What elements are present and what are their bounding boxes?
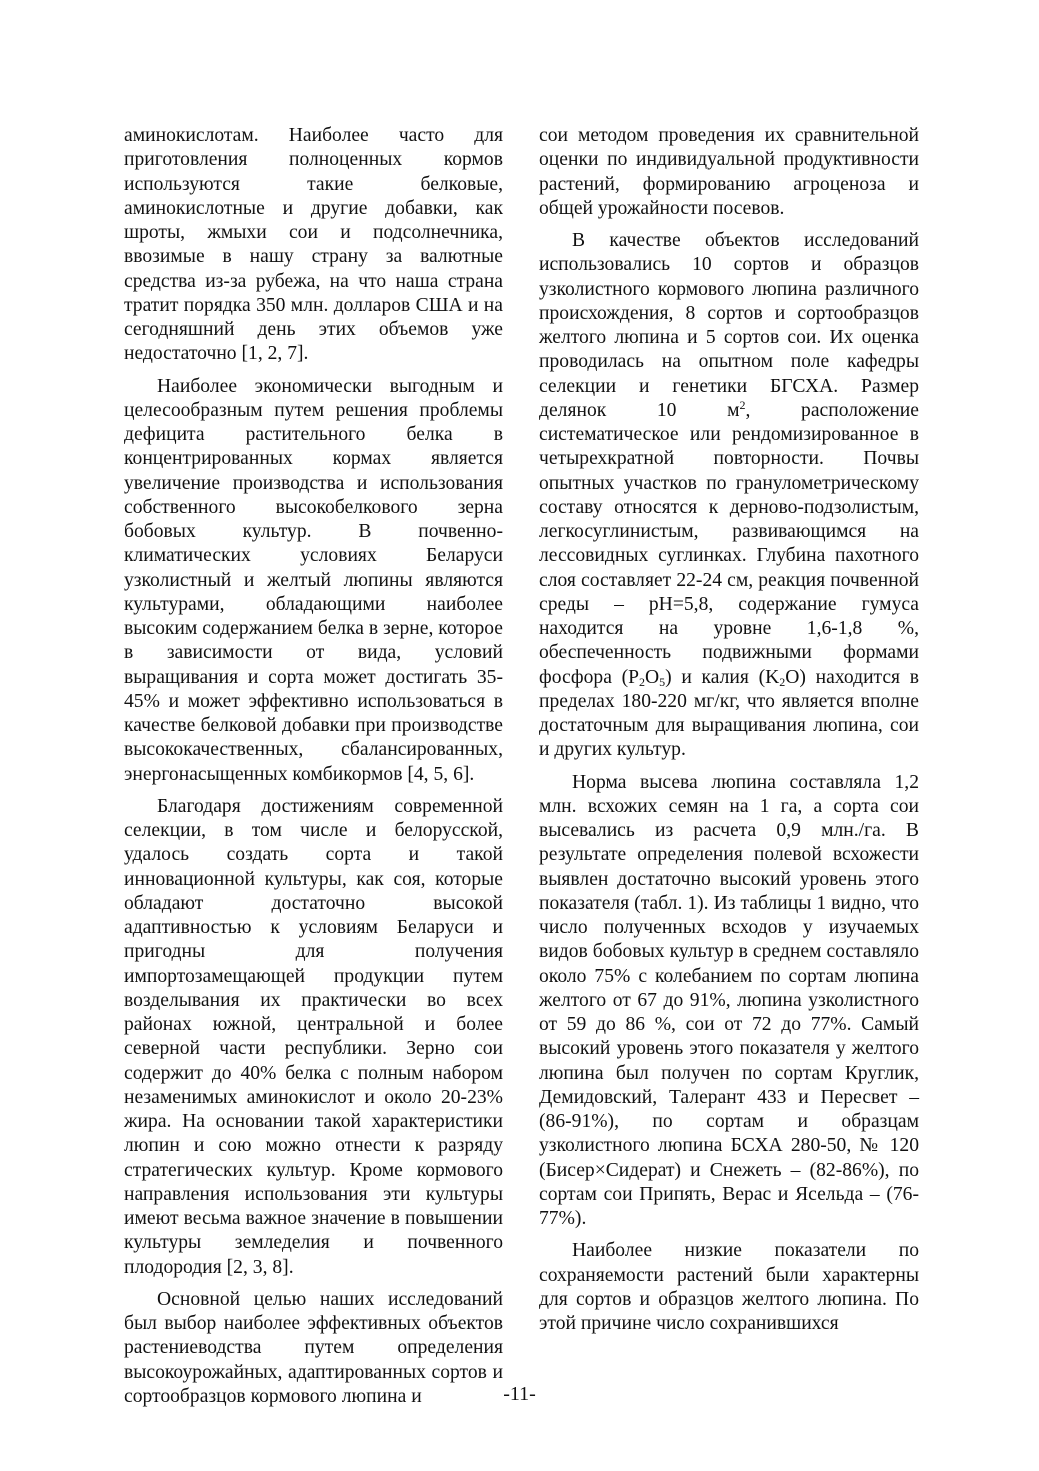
- page-number: -11-: [503, 1383, 536, 1405]
- paragraph-text: ) и калия (K: [665, 666, 780, 688]
- subscript: 5: [659, 674, 666, 689]
- paragraph-text: O) находится в пределах 180-220 мг/кг, что является вполне достаточным для выращивания люпина, сои и других культур.: [539, 666, 920, 761]
- superscript: 2: [739, 397, 746, 412]
- right-paragraph-2: [539, 229, 919, 763]
- left-paragraph-3: Благодаря достижениям современной селекции, в том числе и белорусской, удалось создать сорта и такой инновационной культуры, как соя, которые обладают достаточно высокой адаптивностью к условиям Беларуси и пригодны для получения импортозамещающей продукции путем возделывания их практически во всех районах южной, центральной и более северной части республики. Зерно сои содержит до 40% белка с полным набором незаменимых аминокислот и около 20-23% жира. На основании такой характеристики люпин и сою можно отнести к разряду стратегических культур. Кроме кормового направления использования эти культуры имеют весьма важное значение в повышении культуры земледелия и почвенного плодородия [2, 3, 8].: [124, 795, 503, 1278]
- left-paragraph-1: аминокислотам. Наиболее часто для приготовления полноценных кормов используются такие белковые, аминокислотные и другие добавки, как шроты, жмыхи сои и подсолнечника, ввозимые в нашу страну за валютные средства из-за рубежа, на что наша страна тратит порядка 350 млн. долларов США и на сегодняшний день этих объемов уже недостаточно [1, 2, 7].: [124, 125, 503, 365]
- left-paragraph-2: Наиболее экономически выгодным и целесообразным путем решения проблемы дефицита растительного белка в концентрированных кормах является увеличение производства и использования собственного высокобелкового зерна бобовых культур. В почвенно-климатических условиях Беларуси узколистный и желтый люпины являются культурами, обладающими наиболее высоким содержанием белка в зерне, которое в зависимости от вида, условий выращивания и сорта может достигать 35-45% и может эффективно использоваться в качестве белковой добавки при производстве высококачественных, сбалансированных, энергонасыщенных комбикормов [4, 5, 6].: [124, 375, 503, 785]
- right-column: [539, 124, 919, 1344]
- right-paragraph-1: сои методом проведения их сравнительной оценки по индивидуальной продуктивности растений, формированию агроценоза и общей урожайности посевов.: [539, 125, 919, 219]
- paragraph-text: , расположение систематическое или рендомизированное в четырехкратной повторности. Почвы опытных участков по гранулометрическому составу относятся к дерново-подзолистым, легкосуглинистым, развивающимся на лессовидных суглинках. Глубина пахотного слоя составляет 22-24 см, реакция почвенной среды – pH=5,8, содержание гумуса находится на уровне 1,6-1,8 %, обеспеченность подвижными формами фосфора (P: [539, 399, 919, 688]
- right-paragraph-3: Норма высева люпина составляла 1,2 млн. всхожих семян на 1 га, а сорта сои высевались из расчета 0,9 млн./га. В результате определения полевой всхожести выявлен достаточно высокий уровень этого показателя (табл. 1). Из таблицы 1 видно, что число полученных всходов у изучаемых видов бобовых культур в среднем составляло около 75% с колебанием по сортам люпина желтого от 67 до 91%, люпина узколистного от 59 до 86 %, сои от 72 до 77%. Самый высокий уровень этого показателя у желтого люпина был получен по сортам Круглик, Демидовский, Талерант 433 и Пересвет – (86-91%), по сортам и образцам узколистного люпина БСХА 280-50, № 120 (Бисер×Сидерат) и Снежеть – (82-86%), по сортам сои Припять, Верас и Ясельда – (76-77%).: [539, 771, 919, 1229]
- subscript: 2: [779, 674, 786, 689]
- subscript: 2: [639, 674, 646, 689]
- paragraph-text: O: [645, 666, 660, 688]
- paragraph-text: В качестве объектов исследований использовались 10 сортов и образцов узколистного кормового люпина различного происхождения, 8 сортов и сортообразцов желтого люпина и 5 сортов сои. Их оценка проводилась на опытном поле кафедры селекции и генетики БГСХА. Размер делянок 10 м: [539, 230, 919, 421]
- right-paragraph-4: Наиболее низкие показатели по сохраняемости растений были характерны для сортов и образцов желтого люпина. По этой причине число сохранившихся: [539, 1240, 919, 1334]
- left-column: [124, 124, 503, 1417]
- left-paragraph-4: Основной целью наших исследований был выбор наиболее эффективных объектов растениеводства путем определения высокоурожайных, адаптированных сортов и сортообразцов кормового люпина и: [124, 1288, 503, 1407]
